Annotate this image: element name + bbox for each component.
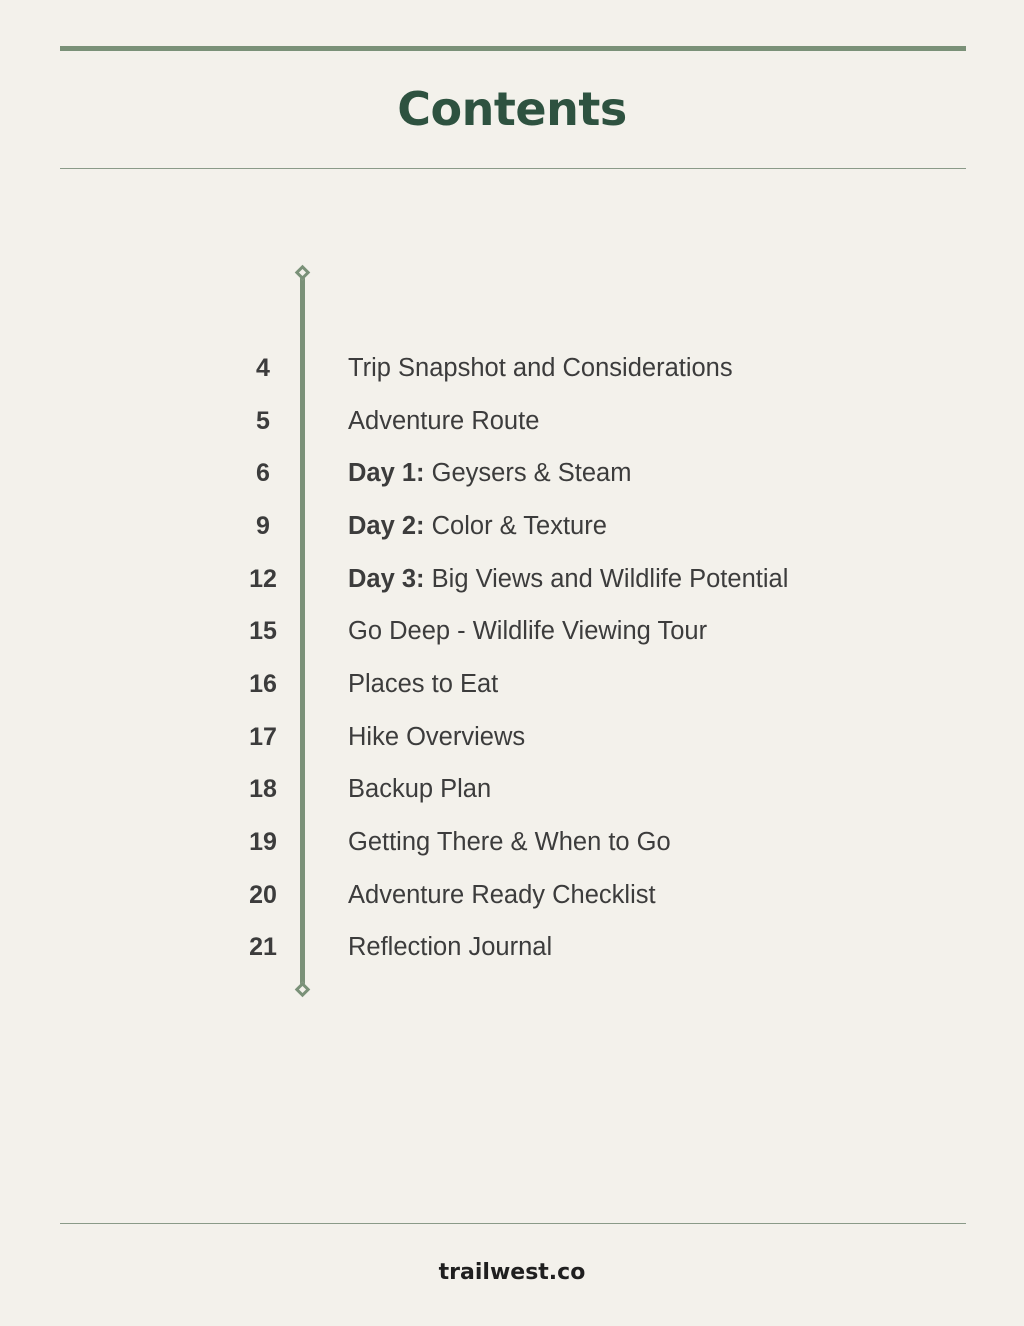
- toc-day-prefix: Day 2:: [348, 511, 425, 540]
- page-title: Contents: [397, 82, 627, 136]
- footer-website[interactable]: trailwest.co: [438, 1260, 586, 1285]
- timeline-diamond-top-icon: [295, 265, 311, 281]
- toc-page-number: 17: [249, 722, 277, 751]
- table-of-contents: [0, 342, 1024, 974]
- toc-entry-title: Adventure Ready Checklist: [348, 880, 656, 909]
- toc-page-number: 4: [256, 353, 270, 382]
- toc-entry[interactable]: [0, 658, 1024, 711]
- toc-entry-title: Places to Eat: [348, 669, 499, 698]
- toc-entry[interactable]: [0, 922, 1024, 975]
- toc-entry-label: [348, 617, 707, 646]
- toc-page-number: 9: [256, 511, 270, 540]
- toc-entry-label: [348, 723, 525, 752]
- toc-day-prefix: Day 1:: [348, 459, 425, 488]
- toc-entry-title: Backup Plan: [348, 775, 492, 804]
- toc-entry[interactable]: [0, 764, 1024, 817]
- toc-entry[interactable]: [0, 342, 1024, 395]
- toc-entry[interactable]: [0, 395, 1024, 448]
- toc-entry-label: [348, 407, 539, 436]
- toc-page-number: 5: [256, 406, 270, 435]
- toc-entry-title: Geysers & Steam: [431, 459, 632, 488]
- toc-page-number: 19: [249, 828, 277, 857]
- bottom-divider: [60, 1223, 966, 1224]
- toc-entry-title: Go Deep - Wildlife Viewing Tour: [348, 617, 708, 646]
- toc-entry-title: Getting There & When to Go: [348, 828, 671, 857]
- toc-page-number: 15: [249, 617, 277, 646]
- toc-entry[interactable]: [0, 500, 1024, 553]
- toc-entry[interactable]: [0, 605, 1024, 658]
- toc-page-number: 6: [256, 459, 270, 488]
- timeline-diamond-bottom-icon: [295, 982, 311, 998]
- toc-entry-label: [348, 565, 788, 594]
- toc-page-number: 12: [249, 564, 277, 593]
- toc-entry-label: [348, 881, 656, 910]
- toc-entry-label: [348, 828, 671, 857]
- title-divider: [60, 168, 966, 169]
- toc-page-number: 20: [249, 880, 277, 909]
- toc-page-number: 16: [249, 669, 277, 698]
- toc-entry-title: Hike Overviews: [348, 722, 526, 751]
- toc-entry-title: Reflection Journal: [348, 933, 553, 962]
- toc-entry[interactable]: [0, 447, 1024, 500]
- toc-entry-title: Trip Snapshot and Considerations: [348, 353, 733, 382]
- toc-entry-label: [348, 670, 498, 699]
- toc-page-number: 18: [249, 775, 277, 804]
- toc-entry-label: [348, 933, 552, 962]
- toc-entry-title: Big Views and Wildlife Potential: [431, 564, 789, 593]
- toc-entry[interactable]: [0, 711, 1024, 764]
- toc-entry[interactable]: [0, 869, 1024, 922]
- toc-entry-label: [348, 775, 491, 804]
- toc-entry-title: Color & Texture: [431, 511, 607, 540]
- top-divider: [60, 46, 966, 51]
- toc-entry-label: [348, 354, 733, 383]
- toc-entry-label: [348, 512, 607, 541]
- toc-entry-label: [348, 459, 631, 488]
- toc-day-prefix: Day 3:: [348, 564, 425, 593]
- toc-entry-title: Adventure Route: [348, 406, 540, 435]
- toc-entry[interactable]: [0, 553, 1024, 606]
- toc-page-number: 21: [249, 933, 277, 962]
- toc-entry[interactable]: [0, 816, 1024, 869]
